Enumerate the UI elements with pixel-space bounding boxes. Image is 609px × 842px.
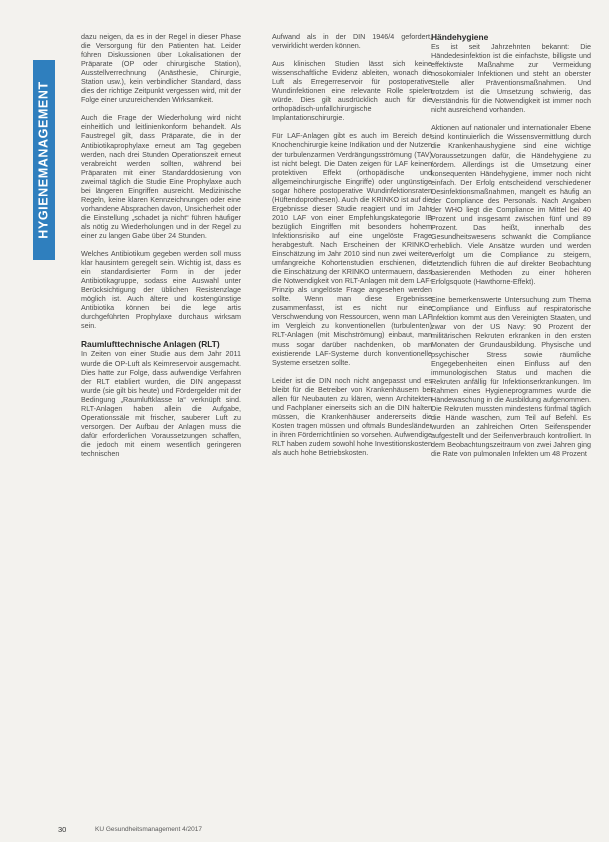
- text-column-3: [431, 32, 591, 832]
- paragraph: Eine bemerkenswerte Untersuchung zum Thema Compliance und Einfluss auf respiratorische Infektion kommt aus den Vereinigten Staaten, und zwar von der US Navy: 90 Prozent der militärischen Rekruten erkranken in den ersten Monaten der Grundausbildung. Physische und psychischer Stress sowie räumliche Engegebenheiten einen Einfluss auf den immunologischen Status und machen die Rekruten anfällig für Infektionserkrankungen. Im Rahmen eines Hygieneprogrammes wurde die Händewaschung in die Ausbildung aufgenommen. Die Rekruten mussten mindestens fünfmal täglich die Hände waschen, zum Teil auf Befehl. Es wurden an zahlreichen Orten Seifenspender aufgestellt und der Seifenverbrauch kontrolliert. In dem Beobachtungszeitraum von zwei Jahren ging die Rate von pulmonalen Infekten um 48 Prozent: [431, 295, 591, 459]
- paragraph: Leider ist die DIN noch nicht angepasst und es bleibt für die Betreiber von Krankenhäusern bei allen für Neubauten zu klären, wenn Architekten und Fachplaner einerseits sich an die DIN halten müssen, die Krankenhäuser andererseits die Kosten tragen müssen und oftmals Bundesländer in ihren Förderrichtlinien so vorsehen. Aufwendige RLT haben zudem sowohl hohe Investitionskosten als auch hohe Betriebskosten.: [272, 375, 432, 458]
- section-heading: Raumlufttechnische Anlagen (RLT): [81, 339, 220, 350]
- text-column-1: [81, 32, 241, 832]
- section-side-tab: [33, 60, 55, 260]
- paragraph: Aufwand als in der DIN 1946/4 gefordert, verwirklicht werden können.: [272, 32, 432, 51]
- journal-name: KU Gesundheitsmanagement 4/2017: [95, 826, 202, 833]
- section-label: HYGIENEMANAGEMENT: [37, 81, 51, 239]
- paragraph: Welches Antibiotikum gegeben werden soll muss klar hausintern geregelt sein. Wichtig ist, dass es ein standardisierter Form in der jeder Antibiotikagruppe, sodass eine Auswahl unter Berücksichtigung der üblichen Resistenzlage möglich ist. Auch ältere und kostengünstige Antibiotika können bei die lege artis durchgeführten Prophylaxe durchaus wirksam sein.: [81, 249, 241, 331]
- paragraph: Es ist seit Jahrzehnten bekannt: Die Händedesinfektion ist die einfachste, billigste und effektivste Maßnahme zur Vermeidung nosokomialer Infektionen und steht an oberster Stelle aller Präventionsmaßnahmen. Und trotzdem ist die Umsetzung schwierig, das Verständnis für die Notwendigkeit ist immer noch nicht ausreichend vorhanden.: [431, 42, 591, 115]
- paragraph: Auch die Frage der Wiederholung wird nicht einheitlich und leitlinienkonform behandelt. Als Faustregel gilt, dass Präparate, die in der Antibiotikaprophylaxe erneut am Tag gegeben werden, nach drei Stunden Operationszeit erneut verabreicht werden sollten, während bei Präparaten mit einer Standarddosierung von zweimal täglich die Studie Eine Prophylaxe auch bei längeren Eingriffen ausreicht. Medizinische Regeln, keine klaren Kennzeichnungen oder eine vorhandene Absprachen davon, Unsicherheit oder die Einstellung „schadet ja nicht“ führen häufiger als nötig zu Wiederholungen und in der Regel zu einer zu langen Gabe über 24 Stunden.: [81, 113, 241, 240]
- page-footer: [0, 825, 609, 839]
- text-column-2: [272, 32, 432, 832]
- paragraph: dazu neigen, da es in der Regel in dieser Phase die Versorgung für den Patienten hat. Leider führen Diskussionen über Lokalisationen der Präparate (OP oder chirurgische Station), Ausstellverrechnung (Anästhesie, Chirurgie, Station usw.), kein verbindlicher Standard, dass dies der richtige Zeitpunkt vergessen wird, mit der Folge einer unzureichenden Wirksamkeit.: [81, 32, 241, 105]
- page-number: 30: [58, 825, 67, 834]
- paragraph: In Zeiten von einer Studie aus dem Jahr 2011 wurde die OP-Luft als Keimreservoir ausgemacht. Dies hatte zur Folge, dass aufwendige Verfahren der RLT etabliert wurden, die DIN angepasst wurde (sie gilt bis heute) und Fördergelder mit der Bedingung „Raumluftklasse Ia“ verknüpft sind. RLT-Anlagen haben allein die Aufgabe, Operationssäle mit frischer, sauberer Luft zu versorgen. Der Aufbau der Anlagen muss die dafür erforderlichen Voraussetzungen schaffen, die jedoch mit einem wesentlich geringeren technischen: [81, 349, 241, 458]
- paragraph: Für LAF-Anlagen gibt es auch im Bereich der Knochenchirurgie keine Indikation und der Nutzen der turbulenzarmen Verdrängungsströmung (TAV) ist nicht belegt. Die Daten zeigen für LAF keinen protektiven Effekt (orthopädische und allgemeinchirurgische Eingriffe) oder ungünstige sogar höhere postoperative Wundinfektionsraten (Hüftendoprothesen). Auch die KRINKO ist auf die Ergebnisse dieser Studie reagiert und im Jahr 2010 LAF von einer Empfehlungskategorie IB bezüglich Eingriffen mit besonders hohem Infektionsrisiko auf eine ungelöste Frage herabgestuft. Nach Erscheinen der KRINKO-Einschätzung im Jahr 2010 sind nun zwei weitere umfangreiche Kohortenstudien erschienen, die die Einschätzung der KRINKO untermauern, dass die Notwendigkeit von RLT-Anlagen mit dem LAF-Prinzip als ungelöste Frage angesehen werden sollte. Wenn man diese Ergebnisse zusammenfasst, ist es nicht nur eine Verschwendung von Ressourcen, wenn man LAF im Vergleich zu konventionellen (turbulenten) RLT-Anlagen (mit Mischströmung) einbaut, man muss sogar darüber nachdenken, ob man existierende LAF-Systeme durch konventionelle Systeme ersetzen sollte.: [272, 131, 432, 367]
- paragraph: Aus klinischen Studien lässt sich keine wissenschaftliche Evidenz ableiten, wonach die Luft als Erregerreservoir für postoperative Wundinfektionen eine relevante Rolle spielen würde. Dies gilt ausdrücklich auch für die orthopädisch-unfallchirurgische Implantationschirurgie.: [272, 59, 432, 123]
- section-heading: Händehygiene: [431, 32, 489, 42]
- paragraph: Aktionen auf nationaler und internationaler Ebene sind kontinuierlich die Wissensvermittlung durch die Krankenhaushygiene sind eine wichtige Voraussetzungen dafür, die Händehygiene zu fördern. Allerdings ist die Umsetzung einer konsequenten Händehygiene, immer noch nicht einfach. Der Erfolg entscheidend verschiedener Desinfektionsmaßnahmen, mangelt es häufig an der Compliance des Personals. Nach Angaben der WHO liegt die Compliance im Mittel bei 40 Prozent und insgesamt zwischen fünf und 89 Prozent. Das heißt, innerhalb des Gesundheitswesens schwankt die Compliance erheblich. Viele Ansätze wurden und werden verfolgt um die Compliance zu steigern, letztendlich führen die auf direkter Beobachtung basierenden Methoden zu einer höheren Erfolgsquote (Hawthorne-Effekt).: [431, 123, 591, 287]
